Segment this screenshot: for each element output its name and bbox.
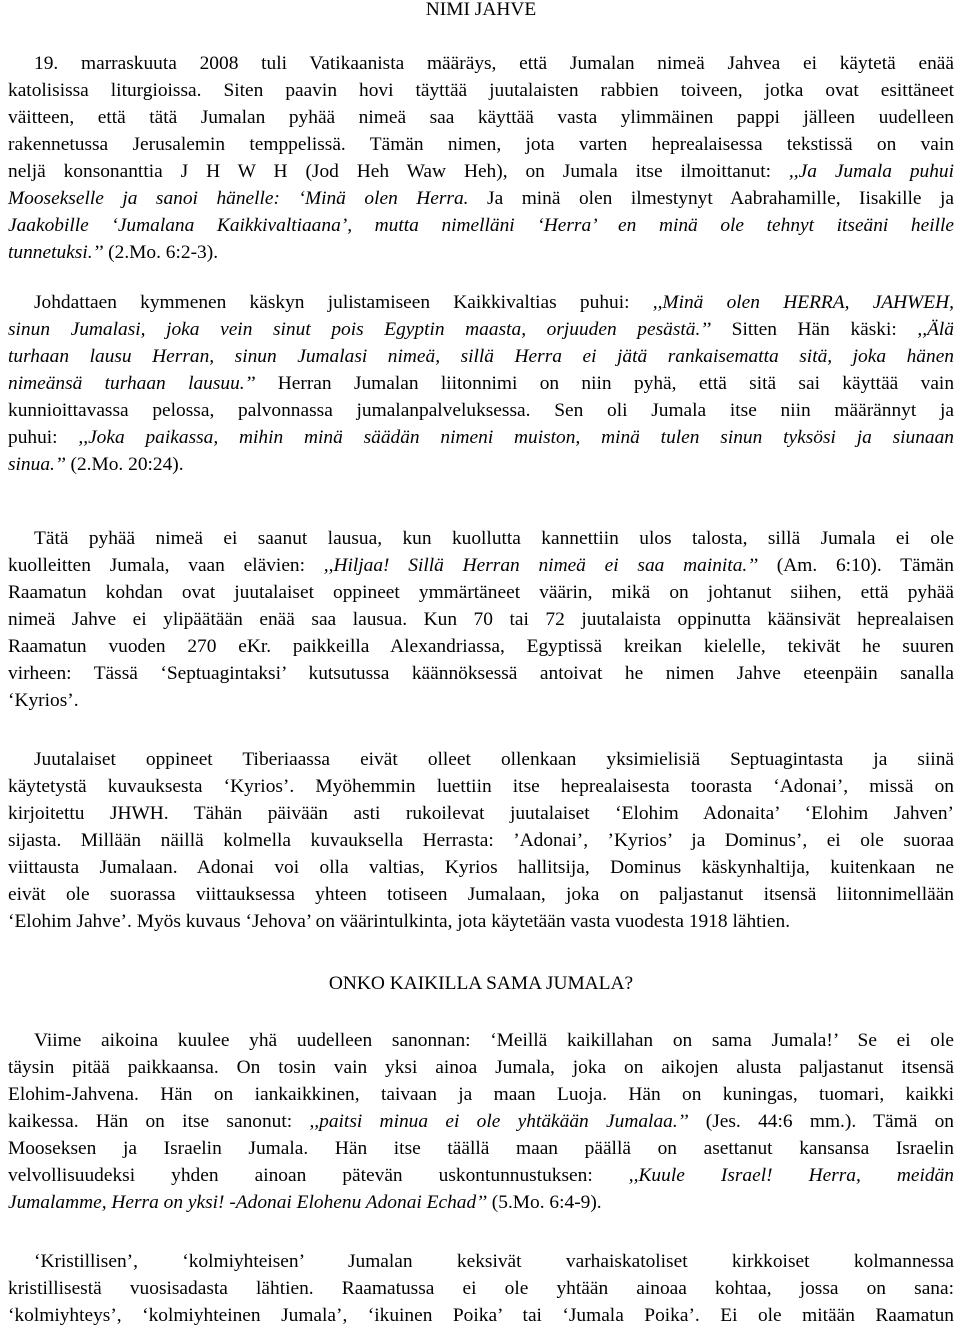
text-line xyxy=(8,908,954,935)
quotation-text: ,,Älä xyxy=(917,319,954,340)
text-line xyxy=(8,289,954,316)
body-text: Herran Jumalan liitonnimi on niin pyhä, että sitä sai käyttää vain xyxy=(255,373,955,394)
text-line xyxy=(8,50,954,77)
body-text: (5.Mo. 6:4-9). xyxy=(486,1192,602,1213)
text-line xyxy=(8,1108,954,1135)
body-text: Ja minä olen ilmestynyt Aabrahamille, Iisakille ja xyxy=(468,188,955,209)
body-text: täysin pitää paikkaansa. On tosin vain yksi ainoa Jumala, joka on aikojen alusta paljastanut itsensä xyxy=(8,1057,954,1078)
text-line xyxy=(8,633,954,660)
text-line xyxy=(8,424,954,451)
quotation-text: ,,Kuule Israel! Herra, meidän xyxy=(628,1165,954,1186)
text-line xyxy=(8,212,954,239)
text-line xyxy=(8,370,954,397)
text-line xyxy=(8,881,954,908)
text-line xyxy=(8,1248,954,1275)
quotation-text: ,,Joka paikassa, mihin minä säädän nimeni muiston, minä tulen sinun tyksösi ja siunaan xyxy=(78,427,955,448)
text-line xyxy=(8,1302,954,1329)
body-text: Tätä pyhää nimeä ei saanut lausua, kun kuollutta kannettiin ulos talosta, sillä Jumala ei ole xyxy=(34,528,954,549)
text-line xyxy=(8,687,954,714)
text-line xyxy=(8,773,954,800)
body-text: rakennetussa Jerusalemin temppelissä. Tämän nimen, jota varten heprealaisessa tekstissä on vain xyxy=(8,134,954,155)
text-line xyxy=(8,77,954,104)
body-text: ‘Elohim Jahve’. Myös kuvaus ‘Jehova’ on väärintulkinta, jota käytetään vasta vuodesta 1918 lähtien. xyxy=(8,911,791,932)
text-line xyxy=(8,1027,954,1054)
quotation-text: ,,Ja Jumala puhui xyxy=(788,161,955,182)
text-line xyxy=(8,1135,954,1162)
quotation-text: nimeänsä turhaan lausuu.’’ xyxy=(8,373,256,394)
text-line xyxy=(8,854,954,881)
body-text: Viime aikoina kuulee yhä uudelleen sanonnan: ‘Meillä kaikillahan on sama Jumala!’ Se ei ole xyxy=(34,1030,954,1051)
quotation-text: ,,paitsi minua ei ole yhtäkään Jumalaa.’’ xyxy=(309,1111,689,1132)
text-line xyxy=(8,800,954,827)
quotation-text: ,,Hiljaa! Sillä Herran nimeä ei saa mainita.’’ xyxy=(323,555,758,576)
document-title: NIMI JAHVE xyxy=(425,0,537,20)
quotation-text: sinun Jumalasi, joka vein sinut pois Egyptin maasta, orjuuden pesästä.’’ xyxy=(8,319,712,340)
body-text: käytetystä kuvauksesta ‘Kyrios’. Myöhemmin luettiin itse heprealaisesta toorasta ‘Adonai’, missä on xyxy=(8,776,954,797)
body-text: (Jes. 44:6 mm.). Tämä on xyxy=(688,1111,954,1132)
text-line xyxy=(8,158,954,185)
body-text: katolisissa liturgioissa. Siten paavin hovi täyttää juutalaisten rabbien toiveen, jotka ovat esittäneet xyxy=(8,80,954,101)
quotation-text: turhaan lausu Herran, sinun Jumalasi nimeä, sillä Herra ei jätä rankaisematta sitä, joka hänen xyxy=(8,346,954,367)
body-text: eivät ole suorassa viittauksessa yhteen totiseen Jumalaan, joka on paljastanut itsensä liitonnimellään xyxy=(8,884,954,905)
body-text: ‘kolmiyhteys’, ‘kolmiyhteinen Jumala’, ‘ikuinen Poika’ tai ‘Jumala Poika’. Ei ole mitään Raamatun xyxy=(8,1305,954,1326)
text-line xyxy=(8,1275,954,1302)
body-text: Juutalaiset oppineet Tiberiaassa eivät olleet ollenkaan yksimielisiä Septuagintasta ja siinä xyxy=(34,749,954,770)
body-text: (2.Mo. 20:24). xyxy=(65,454,184,475)
text-line xyxy=(8,343,954,370)
quotation-text: ,,Minä olen HERRA, JAHWEH, xyxy=(652,292,954,313)
text-line xyxy=(8,104,954,131)
text-line xyxy=(8,1081,954,1108)
text-line xyxy=(8,606,954,633)
text-line xyxy=(8,579,954,606)
quotation-text: tunnetuksi.’’ xyxy=(8,242,104,263)
text-line xyxy=(8,552,954,579)
text-line xyxy=(8,185,954,212)
text-line xyxy=(8,660,954,687)
quotation-text: Moosekselle ja sanoi hänelle: ‘Minä olen Herra. xyxy=(8,188,469,209)
body-text: viittausta Jumalaan. Adonai voi olla valtias, Kyrios hallitsija, Dominus käskynhaltija, kuitenkaan ne xyxy=(8,857,954,878)
text-line xyxy=(8,239,954,266)
body-text: Raamatun kohdan ovat juutalaiset oppineet ymmärtäneet väärin, mikä on johtanut siihen, että pyhää xyxy=(8,582,954,603)
body-text: kunnioittavassa pelossa, palvonnassa jumalanpalveluksessa. Sen oli Jumala itse niin määrännyt ja xyxy=(8,400,954,421)
quotation-text: sinua.’’ xyxy=(8,454,66,475)
body-text: virheen: Tässä ‘Septuagintaksi’ kutsutussa käännöksessä antoivat he nimen Jahve eteenpäin sanalla xyxy=(8,663,954,684)
text-line xyxy=(8,1162,954,1189)
body-text: sijasta. Millään näillä kolmella kuvauksella Herrasta: ’Adonai’, ’Kyrios’ ja Dominus’, ei ole suoraa xyxy=(8,830,954,851)
body-text: (Am. 6:10). Tämän xyxy=(758,555,954,576)
body-text: Raamatun vuoden 270 eKr. paikkeilla Alexandriassa, Egyptissä kreikan kielelle, tekivät he suuren xyxy=(8,636,954,657)
body-text: kristillisestä vuosisadasta lähtien. Raamatussa ei ole yhtään ainoaa kohtaa, jossa on sana: xyxy=(8,1278,954,1299)
body-text: (2.Mo. 6:2-3). xyxy=(103,242,219,263)
body-text: kuolleitten Jumala, vaan elävien: xyxy=(8,555,324,576)
body-text: velvollisuudeksi yhden ainoan pätevän uskontunnustuksen: xyxy=(8,1165,629,1186)
body-text: kaikessa. Hän on itse sanonut: xyxy=(8,1111,310,1132)
text-line xyxy=(8,451,954,478)
body-text: puhui: xyxy=(8,427,79,448)
text-line xyxy=(8,827,954,854)
text-line xyxy=(8,397,954,424)
text-line xyxy=(8,525,954,552)
body-text: Sitten Hän käski: xyxy=(711,319,918,340)
body-text: 19. marraskuuta 2008 tuli Vatikaanista määräys, että Jumalan nimeä Jahvea ei käytetä enää xyxy=(34,53,954,74)
text-line xyxy=(8,746,954,773)
text-line xyxy=(8,316,954,343)
body-text: ‘Kyrios’. xyxy=(8,690,79,711)
body-text: neljä konsonanttia J H W H (Jod Heh Waw Heh), on Jumala itse ilmoittanut: xyxy=(8,161,789,182)
body-text: nimeä Jahve ei ylipäätään enää saa lausua. Kun 70 tai 72 juutalaista oppinutta käänsivät heprealaisen xyxy=(8,609,954,630)
body-text: väitteen, että tätä Jumalan pyhää nimeä saa käyttää vasta ylimmäinen pappi jälleen uudelleen xyxy=(8,107,954,128)
text-line xyxy=(8,1189,954,1216)
body-text: ‘Kristillisen’, ‘kolmiyhteisen’ Jumalan keksivät varhaiskatoliset kirkkoiset kolmannessa xyxy=(34,1251,954,1272)
body-text: Johdattaen kymmenen käskyn julistamiseen Kaikkivaltias puhui: xyxy=(34,292,653,313)
body-text: Mooseksen ja Israelin Jumala. Hän itse täällä maan päällä on asettanut kansansa Israelin xyxy=(8,1138,954,1159)
section-heading: ONKO KAIKILLA SAMA JUMALA? xyxy=(328,973,634,994)
body-text: Elohim-Jahvena. Hän on iankaikkinen, taivaan ja maan Luoja. Hän on kuningas, tuomari, kaikki xyxy=(8,1084,954,1105)
text-line xyxy=(8,131,954,158)
quotation-text: Jaakobille ‘Jumalana Kaikkivaltiaana’, mutta nimelläni ‘Herra’ en minä ole tehnyt itseäni heille xyxy=(8,215,954,236)
quotation-text: Jumalamme, Herra on yksi! -Adonai Elohenu Adonai Echad’’ xyxy=(8,1192,487,1213)
text-line xyxy=(8,1054,954,1081)
body-text: kirjoitettu JHWH. Tähän päivään asti rukoilevat juutalaiset ‘Elohim Adonaita’ ‘Elohim Jahven’ xyxy=(8,803,954,824)
